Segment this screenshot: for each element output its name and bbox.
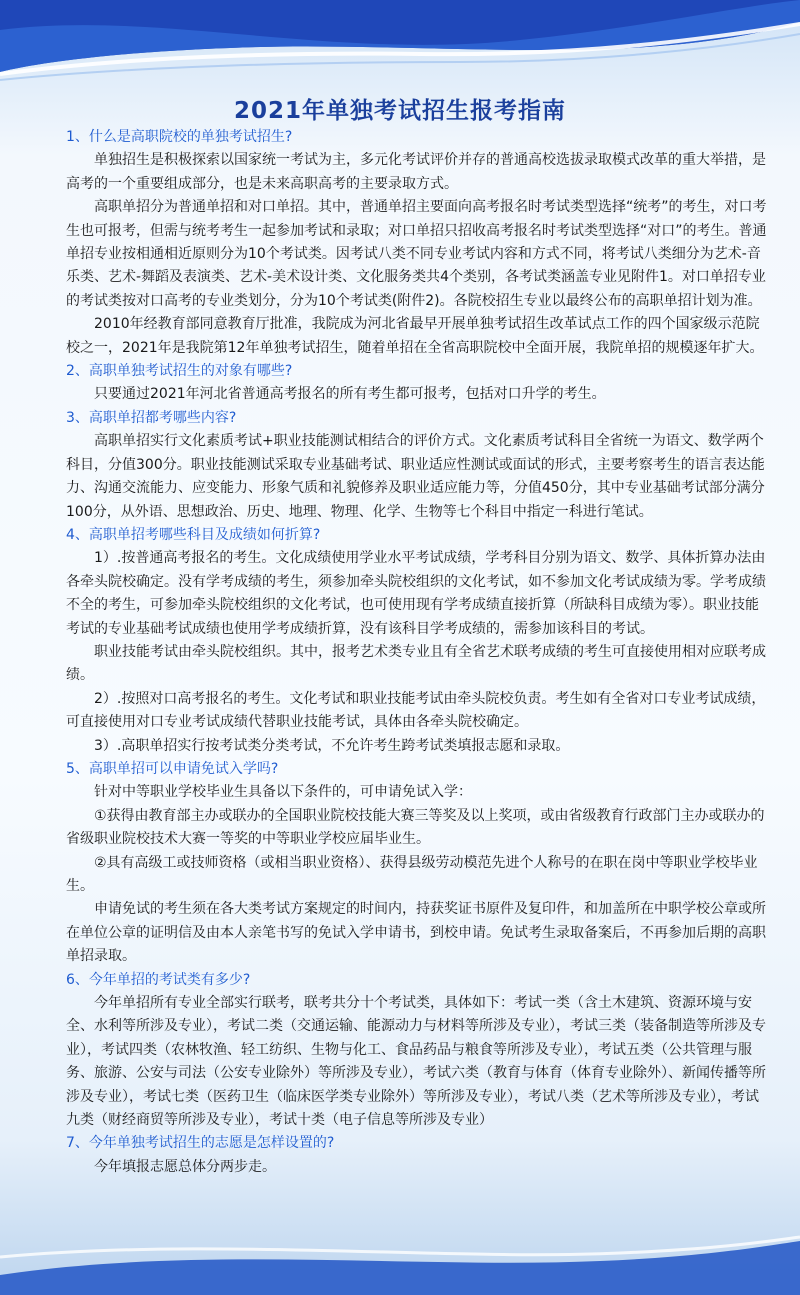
paragraph: 2010年经教育部同意教育厅批准，我院成为河北省最早开展单独考试招生改革试点工作的四个国家级示范院校之一，2021年是我院第12年单独考试招生，随着单招在全省高职院校中全面开展，我院单招的规模逐年扩大。 [66, 316, 764, 356]
section-heading-4: 4、高职单招考哪些科目及成绩如何折算? [66, 526, 321, 543]
paragraph: 高职单招分为普通单招和对口单招。其中，普通单招主要面向高考报名时考试类型选择“统考”的考生，对口考生也可报考，但需与统考考生一起参加考试和录取；对口单招只招收高考报名时考试类型选择“对口”的考生。普通单招专业按相通相近原则分为10个考试类。因考试八类不同专业考试内容和方式不同，将考试八类细分为艺术-音乐类、艺术-舞蹈及表演类、艺术-美术设计类、文化服务类共4个类别，各考试类涵盖专业见附件1。对口单招专业的考试类按对口高考的专业类划分，分为10个考试类(附件2)。各院校招生专业以最终公布的高职单招计划为准。 [66, 199, 767, 309]
footer-wave-decoration [0, 1235, 800, 1295]
paragraph: 针对中等职业学校毕业生具备以下条件的，可申请免试入学： [94, 784, 472, 801]
paragraph: 2）.按照对口高考报名的考生。文化考试和职业技能考试由牵头院校负责。考生如有全省对口专业考试成绩，可直接使用对口专业考试成绩代替职业技能考试，具体由各牵头院校确定。 [66, 690, 766, 731]
paragraph: 申请免试的考生须在各大类考试方案规定的时间内，持获奖证书原件及复印件，和加盖所在中职学校公章或所在单位公章的证明信及由本人亲笔书写的免试入学申请书，到校申请。免试考生录取备案后，不再参加后期的高职单招录取。 [66, 901, 766, 965]
header-wave-decoration [0, 0, 800, 100]
paragraph: 今年单招所有专业全部实行联考，联考共分十个考试类，具体如下：考试一类（含土木建筑、资源环境与安全、水利等所涉及专业），考试二类（交通运输、能源动力与材料等所涉及专业），考试三类（装备制造等所涉及专业），考试四类（农林牧渔、轻工纺织、生物与化工、食品药品与粮食等所涉及专业），考试五类（公共管理与服务、旅游、公安与司法（公安专业除外）等所涉及专业），考试六类（教育与体育（体育专业除外）、新闻传播等所涉及专业），考试七类（医药卫生（临床医学类专业除外）等所涉及专业），考试八类（艺术等所涉及专业），考试九类（财经商贸等所涉及专业），考试十类（电子信息等所涉及专业） [66, 995, 766, 1129]
section-heading-3: 3、高职单招都考哪些内容? [66, 409, 237, 426]
paragraph: 高职单招实行文化素质考试+职业技能测试相结合的评价方式。文化素质考试科目全省统一为语文、数学两个科目，分值300分。职业技能测试采取专业基础考试、职业适应性测试或面试的形式，主要考察考生的语言表达能力、沟通交流能力、应变能力、形象气质和礼貌修养及职业适应能力等，分值450分，其中专业基础考试部分满分100分，从外语、思想政治、历史、地理、物理、化学、生物等七个科目中指定一科进行笔试。 [66, 433, 765, 520]
paragraph: ②具有高级工或技师资格（或相当职业资格）、获得县级劳动模范先进个人称号的在职在岗中等职业学校毕业生。 [66, 854, 758, 894]
section-heading-7: 7、今年单独考试招生的志愿是怎样设置的? [66, 1135, 335, 1152]
page-title: 2021年单独考试招生报考指南 [233, 98, 566, 124]
section-heading-6: 6、今年单招的考试类有多少? [66, 971, 251, 988]
guide-content [66, 126, 768, 1179]
paragraph: 3）.高职单招实行按考试类分类考试，不允许考生跨考试类填报志愿和录取。 [94, 737, 570, 754]
paragraph: 单独招生是积极探索以国家统一考试为主，多元化考试评价并存的普通高校选拔录取模式改革的重大举措，是高考的一个重要组成部分，也是未来高职高考的主要录取方式。 [66, 152, 766, 192]
section-heading-5: 5、高职单招可以申请免试入学吗? [66, 760, 279, 777]
paragraph: 职业技能考试由牵头院校组织。其中，报考艺术类专业且有全省艺术联考成绩的考生可直接使用相对应联考成绩。 [66, 643, 766, 684]
paragraph: 今年填报志愿总体分两步走。 [94, 1158, 276, 1175]
paragraph: ①获得由教育部主办或联办的全国职业院校技能大赛三等奖及以上奖项，或由省级教育行政部门主办或联办的省级职业院校技术大赛一等奖的中等职业学校应届毕业生。 [66, 807, 765, 848]
paragraph: 只要通过2021年河北省普通高考报名的所有考生都可报考，包括对口升学的考生。 [94, 386, 606, 403]
paragraph: 1）.按普通高考报名的考生。文化成绩使用学业水平考试成绩，学考科目分别为语文、数学、具体折算办法由各牵头院校确定。没有学考成绩的考生，须参加牵头院校组织的文化考试，如不参加文化考试成绩为零。学考成绩不全的考生，可参加牵头院校组织的文化考试，也可使用现有学考成绩直接折算（所缺科目成绩为零）。职业技能考试的专业基础考试成绩也使用学考成绩折算，没有该科目学考成绩的，需参加该科目的考试。 [66, 550, 766, 637]
section-heading-1: 1、什么是高职院校的单独考试招生? [66, 129, 293, 145]
section-heading-2: 2、高职单独考试招生的对象有哪些? [66, 363, 293, 380]
